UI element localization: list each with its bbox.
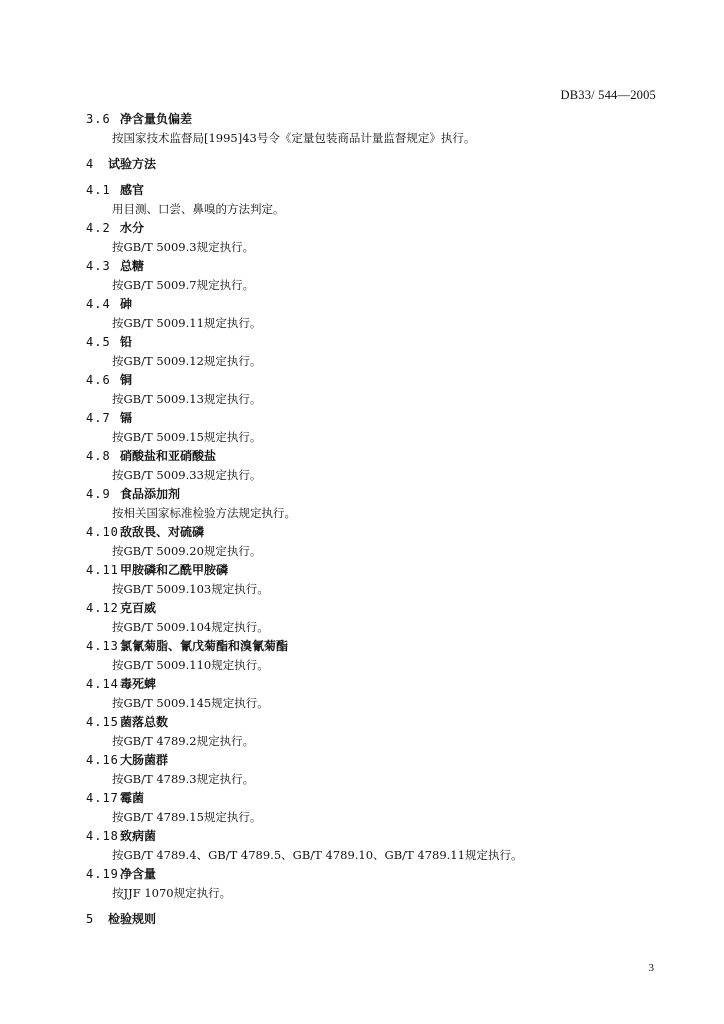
- clause-title: 镉: [120, 411, 133, 425]
- clause-heading: [86, 639, 288, 653]
- clause-title: 氯氰菊脂、氰戊菊酯和溴氰菊酯: [120, 639, 289, 653]
- clause-text: 按GB/T 5009.103规定执行。: [112, 582, 269, 596]
- clause-heading: [86, 373, 132, 387]
- clause-number: 4.10: [86, 525, 119, 539]
- clause-heading: [86, 753, 168, 767]
- clause-number: 4.16: [86, 753, 119, 767]
- clause-text: 按JJF 1070规定执行。: [112, 886, 232, 900]
- clause-text: 按GB/T 5009.15规定执行。: [112, 430, 262, 444]
- clause-number: 4.7: [86, 411, 111, 425]
- clause-heading: [86, 601, 156, 615]
- clause-heading: [86, 715, 168, 729]
- clause-number: 4.12: [86, 601, 119, 615]
- page-number: 3: [648, 962, 654, 974]
- clause-heading: [86, 183, 144, 197]
- clause-title: 霉菌: [120, 791, 145, 805]
- clause-text: 按GB/T 5009.145规定执行。: [112, 696, 269, 710]
- clause-number: 4.1: [86, 183, 111, 197]
- clause-title: 硝酸盐和亚硝酸盐: [120, 449, 217, 463]
- clause-title: 检验规则: [108, 912, 157, 926]
- clause-number: 4.11: [86, 563, 119, 577]
- clause-heading: [86, 829, 156, 843]
- clause-text: 按国家技术监督局[1995]43号令《定量包装商品计量监督规定》执行。: [112, 131, 476, 145]
- clause-heading: [86, 791, 144, 805]
- clause-text: 按GB/T 5009.13规定执行。: [112, 392, 262, 406]
- clause-number: 4.9: [86, 487, 111, 501]
- clause-heading: [86, 297, 132, 311]
- clause-heading: [86, 487, 180, 501]
- clause-text: 按GB/T 5009.12规定执行。: [112, 354, 262, 368]
- clause-number: 4.15: [86, 715, 119, 729]
- clause-number: 4.13: [86, 639, 119, 653]
- clause-number: 4: [86, 157, 95, 171]
- clause-text: 按GB/T 4789.4、GB/T 4789.5、GB/T 4789.10、GB/T 4789.11规定执行。: [112, 848, 523, 862]
- clause-heading: [86, 112, 192, 126]
- clause-title: 大肠菌群: [120, 753, 169, 767]
- clause-heading: [86, 335, 132, 349]
- clause-number: 4.8: [86, 449, 111, 463]
- clause-title: 毒死蜱: [120, 677, 157, 691]
- clause-title: 致病菌: [120, 829, 157, 843]
- clause-heading: [86, 677, 156, 691]
- clause-title: 菌落总数: [120, 715, 169, 729]
- clause-number: 4.6: [86, 373, 111, 387]
- clause-text: 按GB/T 5009.20规定执行。: [112, 544, 262, 558]
- clause-title: 试验方法: [108, 157, 157, 171]
- clause-text: 按GB/T 5009.33规定执行。: [112, 468, 262, 482]
- clause-heading: [86, 867, 156, 881]
- clause-number: 4.2: [86, 221, 111, 235]
- clause-number: 4.18: [86, 829, 119, 843]
- clause-text: 用目测、口尝、鼻嗅的方法判定。: [112, 202, 285, 216]
- clause-number: 4.19: [86, 867, 119, 881]
- clause-heading: [86, 221, 144, 235]
- clause-number: 4.17: [86, 791, 119, 805]
- clause-title: 食品添加剂: [120, 487, 181, 501]
- clause-number: 5: [86, 912, 95, 926]
- clause-number: 4.3: [86, 259, 111, 273]
- clause-heading: [86, 449, 216, 463]
- section-heading: [86, 157, 156, 171]
- clause-number: 3.6: [86, 112, 111, 126]
- clause-number: 4.4: [86, 297, 111, 311]
- clause-text: 按GB/T 5009.3规定执行。: [112, 240, 255, 254]
- clause-text: 按GB/T 5009.7规定执行。: [112, 278, 255, 292]
- clause-text: 按GB/T 4789.2规定执行。: [112, 734, 255, 748]
- clause-text: 按相关国家标准检验方法规定执行。: [112, 506, 296, 520]
- clause-title: 净含量负偏差: [120, 112, 193, 126]
- clause-heading: [86, 563, 228, 577]
- clause-text: 按GB/T 5009.104规定执行。: [112, 620, 269, 634]
- clause-text: 按GB/T 5009.110规定执行。: [112, 658, 269, 672]
- clause-text: 按GB/T 5009.11规定执行。: [112, 316, 262, 330]
- clause-title: 克百威: [120, 601, 157, 615]
- section-heading: [86, 912, 156, 926]
- clause-title: 总糖: [120, 259, 145, 273]
- clause-text: 按GB/T 4789.15规定执行。: [112, 810, 262, 824]
- clause-title: 铜: [120, 373, 133, 387]
- clause-text: 按GB/T 4789.3规定执行。: [112, 772, 255, 786]
- clause-heading: [86, 411, 132, 425]
- clause-number: 4.14: [86, 677, 119, 691]
- clause-number: 4.5: [86, 335, 111, 349]
- clause-title: 甲胺磷和乙酰甲胺磷: [120, 563, 229, 577]
- clause-title: 敌敌畏、对硫磷: [120, 525, 205, 539]
- clause-title: 水分: [120, 221, 145, 235]
- clause-title: 净含量: [120, 867, 157, 881]
- document-code: DB33/ 544—2005: [560, 88, 656, 102]
- clause-title: 铅: [120, 335, 133, 349]
- clause-heading: [86, 259, 144, 273]
- clause-heading: [86, 525, 204, 539]
- clause-title: 砷: [120, 297, 133, 311]
- clause-title: 感官: [120, 183, 145, 197]
